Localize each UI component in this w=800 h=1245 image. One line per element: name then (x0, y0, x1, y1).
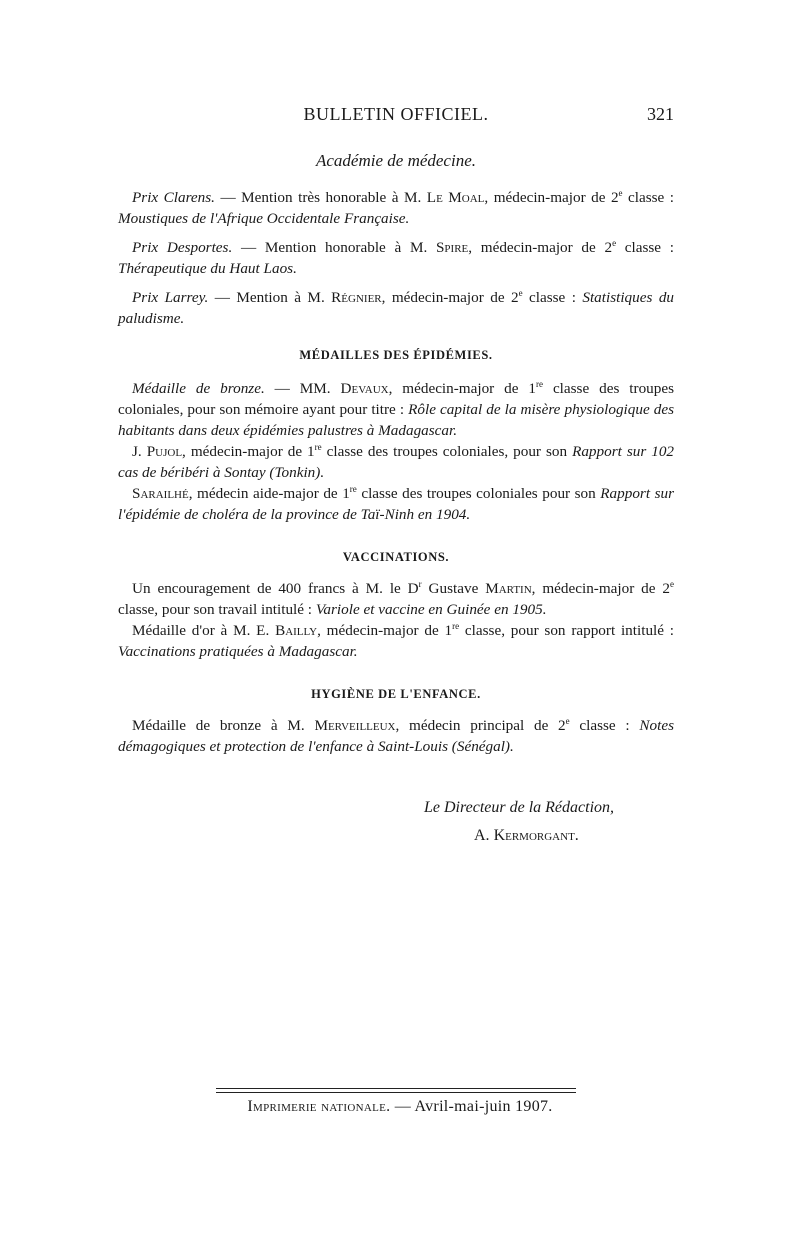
entry-text: , médecin principal de 2 (395, 717, 566, 734)
person-name: Bailly (275, 622, 318, 639)
work-title: Vaccinations pratiquées à Madagascar. (118, 643, 358, 660)
heading-epidemics: MÉDAILLES DES ÉPIDÉMIES. (299, 348, 493, 362)
epidemic-entry-sarailhe (118, 483, 674, 525)
footer-rule-thin (216, 1092, 576, 1093)
entry-text: — Mention honorable à M. (232, 239, 436, 256)
ordinal-sup: re (349, 483, 357, 494)
work-title: Thérapeutique du Haut Laos. (118, 260, 297, 277)
imprint-date: — Avril-mai-juin 1907. (390, 1098, 553, 1115)
body-text (118, 150, 674, 757)
vaccination-entry-bailly (118, 620, 674, 662)
person-name: Martin (485, 580, 532, 597)
entry-text: , médecin aide-major de 1 (188, 485, 350, 502)
entry-text: Médaille d'or à M. E. (132, 622, 276, 639)
entry-text: classe des troupes coloniales, pour son mémoire ayant pour titre : (118, 380, 675, 418)
signature-surname: Kermorgant. (493, 827, 579, 844)
entry-text: classe : (616, 239, 674, 256)
vaccination-entry-martin (118, 578, 674, 620)
entry-text: J. (132, 443, 147, 460)
work-title: Rapport sur l'épidémie de choléra de la province de Taï-Ninh en 1904. (118, 485, 674, 523)
running-title: BULLETIN OFFICIEL. (303, 104, 489, 124)
ordinal-sup: re (536, 378, 544, 389)
person-name: Régnier (331, 289, 382, 306)
printer-name: Imprimerie nationale. (247, 1098, 391, 1115)
signature-title: Le Directeur de la Rédaction, (424, 799, 615, 816)
ordinal-sup: re (452, 620, 460, 631)
prize-entry-clarens (118, 187, 674, 229)
entry-text: classe des troupes coloniales pour son (356, 485, 601, 502)
work-title: Rapport sur 102 cas de béribéri à Sontay (Tonkin). (118, 443, 675, 481)
ordinal-sup: e (670, 578, 674, 589)
entry-text: , médecin-major de 1 (388, 380, 537, 397)
entry-text: Un encouragement de 400 francs à M. le D (132, 580, 419, 597)
work-title: Variole et vaccine en Guinée en 1905. (315, 601, 547, 618)
heading-vaccinations: VACCINATIONS. (342, 550, 450, 564)
imprint-line (0, 1098, 800, 1116)
section-title: Académie de médecine. (316, 151, 476, 170)
signature-block (424, 794, 684, 850)
person-name: Spire (435, 239, 469, 256)
epidemic-entry-pujol (118, 441, 674, 483)
entry-text: classe des troupes coloniales, pour son (321, 443, 573, 460)
ordinal-sup: e (518, 287, 523, 298)
entry-text: , médecin-major de 2 (468, 239, 613, 256)
ordinal-sup: e (565, 715, 570, 726)
prize-name: Prix Desportes. (132, 239, 233, 256)
entry-text: classe : (622, 189, 675, 206)
entry-text: classe : (522, 289, 583, 306)
prize-entry-larrey (118, 287, 674, 329)
work-title: Statistiques du paludisme. (118, 289, 675, 327)
prize-name: Prix Larrey. (132, 289, 209, 306)
person-name: Merveilleux (314, 717, 396, 734)
footer-rule-thick (216, 1088, 576, 1089)
entry-text: , médecin-major de 2 (531, 580, 670, 597)
page-number: 321 (647, 104, 674, 124)
work-title: Notes démagogiques et protection de l'enfance à Saint-Louis (Sénégal). (118, 717, 674, 755)
entry-text: — Mention très honorable à M. (214, 189, 427, 206)
running-head (118, 104, 674, 128)
hygiene-entry-merveilleux (118, 715, 674, 757)
person-name: Pujol (146, 443, 183, 460)
person-name: Devaux (340, 380, 389, 397)
entry-text: — Mention à M. (208, 289, 332, 306)
ordinal-sup: e (618, 187, 623, 198)
person-name: Sarailhé (132, 485, 189, 502)
entry-text: Médaille de bronze à M. (132, 717, 315, 734)
entry-text: classe, pour son travail intitulé : (118, 601, 316, 618)
entry-text: Gustave (421, 580, 486, 597)
work-title: Rôle capital de la misère physiologique des habitants dans deux épidémies palustres à Madagascar. (118, 401, 674, 439)
prize-entry-desportes (118, 237, 674, 279)
entry-text: , médecin-major de 1 (317, 622, 453, 639)
person-name: Le Moal (426, 189, 485, 206)
work-title: Moustiques de l'Afrique Occidentale Française. (118, 210, 410, 227)
epidemic-entry-devaux (118, 378, 674, 441)
entry-text: , médecin-major de 1 (182, 443, 315, 460)
entry-text: — MM. (264, 380, 341, 397)
title-sup: r (418, 578, 422, 589)
prize-name: Prix Clarens. (132, 189, 215, 206)
medal-label: Médaille de bronze. (132, 380, 265, 397)
entry-text: classe, pour son rapport intitulé : (459, 622, 675, 639)
entry-text: classe : (569, 717, 640, 734)
footer-rule (216, 1088, 576, 1093)
ordinal-sup: re (314, 441, 322, 452)
ordinal-sup: e (612, 237, 617, 248)
entry-text: , médecin-major de 2 (381, 289, 519, 306)
heading-child-hygiene: HYGIÈNE DE L'ENFANCE. (311, 687, 481, 701)
signature-name (424, 822, 684, 850)
signature-initial: A. (474, 827, 494, 844)
entry-text: , médecin-major de 2 (484, 189, 619, 206)
